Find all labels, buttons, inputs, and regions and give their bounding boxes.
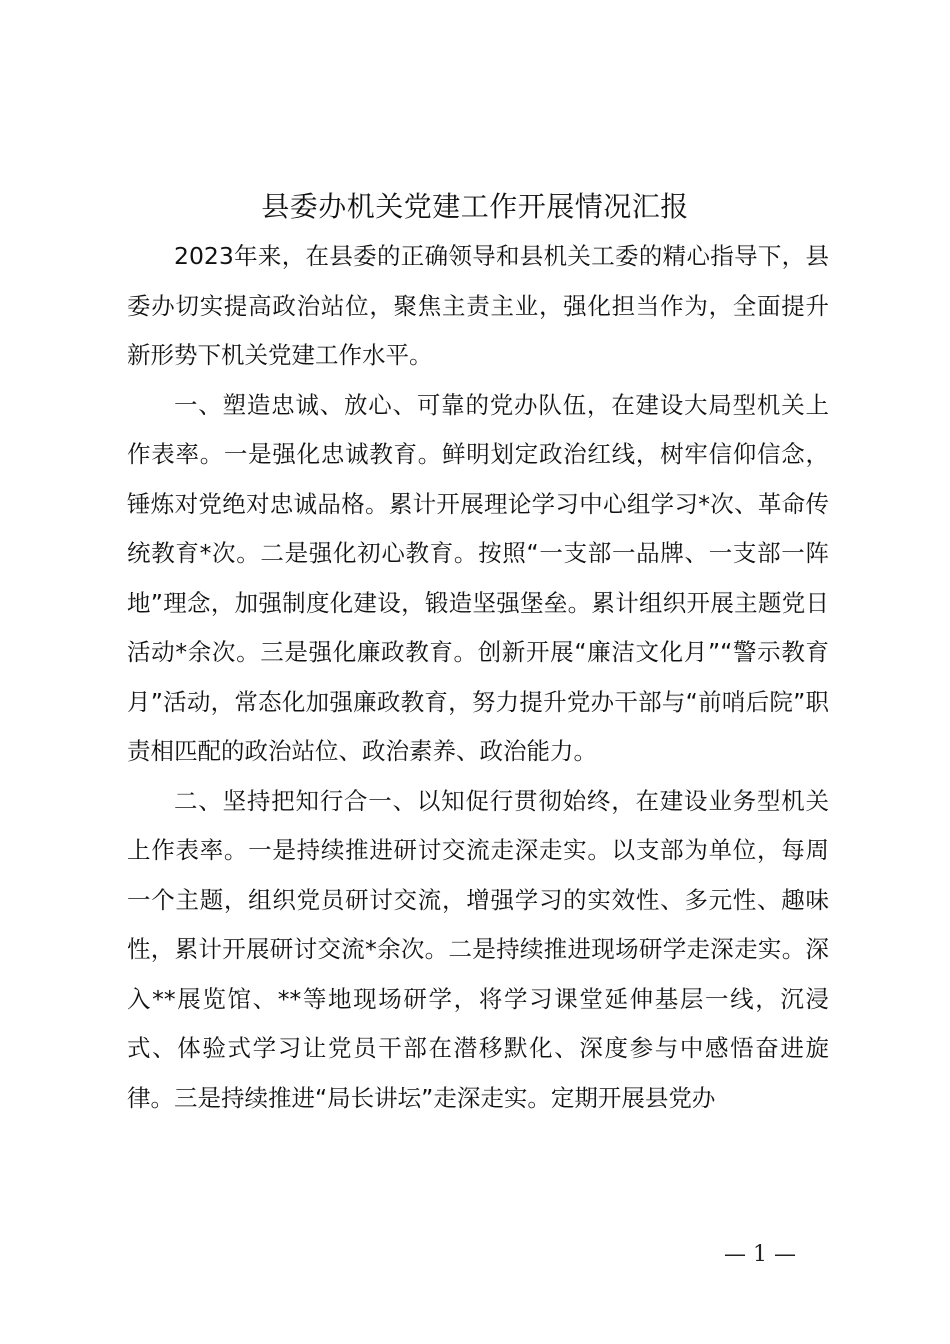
document-title: 县委办机关党建工作开展情况汇报 (261, 190, 689, 223)
document-body (127, 232, 829, 1123)
paragraph-section-one: 一、塑造忠诚、放心、可靠的党办队伍，在建设大局型机关上作表率。一是强化忠诚教育。鲜明划定政治红线，树牢信仰信念，锤炼对党绝对忠诚品格。累计开展理论学习中心组学习*次、革命传统教育*次。二是强化初心教育。按照“一支部一品牌、一支部一阵地”理念，加强制度化建设，锻造坚强堡垒。累计组织开展主题党日活动*余次。三是强化廉政教育。创新开展“廉洁文化月”“警示教育月”活动，常态化加强廉政教育，努力提升党办干部与“前哨后院”职责相匹配的政治站位、政治素养、政治能力。 (127, 390, 829, 765)
paragraph-intro: 2023年来，在县委的正确领导和县机关工委的精心指导下，县委办切实提高政治站位，聚焦主责主业，强化担当作为，全面提升新形势下机关党建工作水平。 (127, 242, 829, 369)
paragraph-section-two: 二、坚持把知行合一、以知促行贯彻始终，在建设业务型机关上作表率。一是持续推进研讨交流走深走实。以支部为单位，每周一个主题，组织党员研讨交流，增强学习的实效性、多元性、趣味性，累计开展研讨交流*余次。二是持续推进现场研学走深走实。深入**展览馆、**等地现场研学，将学习课堂延伸基层一线，沉浸式、体验式学习让党员干部在潜移默化、深度参与中感悟奋进旋律。三是持续推进“局长讲坛”走深走实。定期开展县党办 (127, 786, 829, 1112)
page-number: — 1 — (724, 1242, 796, 1267)
